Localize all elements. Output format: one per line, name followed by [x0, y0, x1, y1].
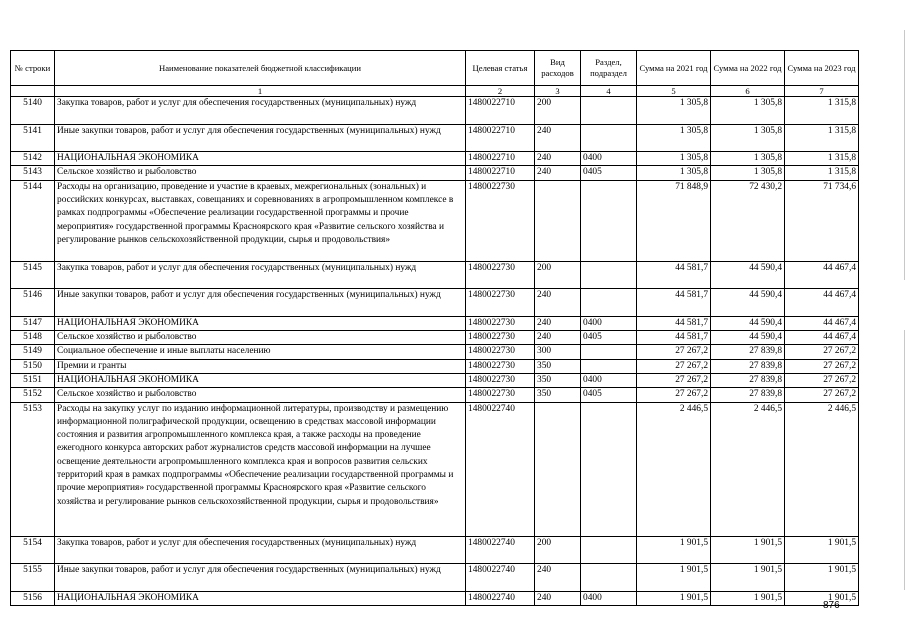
table-row [11, 166, 859, 180]
table-row [11, 373, 859, 387]
row-number: 5155 [11, 564, 55, 592]
row-sum-2022: 1 901,5 [711, 591, 785, 605]
row-sum-2021: 1 305,8 [637, 166, 711, 180]
table-row [11, 359, 859, 373]
row-section: 0400 [581, 373, 637, 387]
row-sum-2023: 27 267,2 [785, 359, 859, 373]
row-number: 5153 [11, 402, 55, 536]
row-sum-2021: 71 848,9 [637, 180, 711, 261]
row-sum-2023: 1 315,8 [785, 152, 859, 166]
row-target-code: 1480022740 [466, 402, 535, 536]
row-target-code: 1480022730 [466, 359, 535, 373]
row-sum-2022: 1 305,8 [711, 124, 785, 152]
row-name: НАЦИОНАЛЬНАЯ ЭКОНОМИКА [55, 316, 466, 330]
row-target-code: 1480022710 [466, 97, 535, 125]
row-section: 0400 [581, 316, 637, 330]
row-sum-2022: 44 590,4 [711, 331, 785, 345]
row-expense-type: 200 [535, 536, 581, 564]
row-sum-2021: 44 581,7 [637, 316, 711, 330]
row-name: Закупка товаров, работ и услуг для обеспечения государственных (муниципальных) нужд [55, 97, 466, 125]
row-name: Иные закупки товаров, работ и услуг для обеспечения государственных (муниципальных) нужд [55, 289, 466, 317]
column-number: 6 [711, 86, 785, 97]
row-number: 5154 [11, 536, 55, 564]
header-sum-2021: Сумма на 2021 год [637, 51, 711, 86]
row-target-code: 1480022730 [466, 289, 535, 317]
row-sum-2021: 44 581,7 [637, 331, 711, 345]
row-sum-2021: 2 446,5 [637, 402, 711, 536]
row-expense-type: 240 [535, 316, 581, 330]
row-expense-type: 240 [535, 166, 581, 180]
row-sum-2023: 71 734,6 [785, 180, 859, 261]
row-sum-2023: 27 267,2 [785, 345, 859, 359]
row-sum-2023: 44 467,4 [785, 331, 859, 345]
row-name: Расходы на закупку услуг по изданию информационной литературы, производству и размещению информационной полиграфической продукции, освещению в средствах массовой информации состояния и развития агропромышленного комплекса края, а также расходы на проведение ежегодного конкурса авторских работ журналистов средств массовой информации на лучшее освещение деятельности агропромышленного комплекса края и вопросов развития сельских территорий края в рамках подпрограммы «Обеспечение реализации государственной программы и прочие мероприятия» государственной программы Красноярского края «Развитие сельского хозяйства и регулирование рынков сельскохозяйственной продукции, сырья и продовольствия» [55, 402, 466, 536]
table-row [11, 331, 859, 345]
row-expense-type: 200 [535, 261, 581, 289]
row-name: Расходы на организацию, проведение и участие в краевых, межрегиональных (зональных) и российских конкурсах, выставках, совещаниях и соревнованиях в агропромышленном комплексе в рамках подпрограммы «Обеспечение реализации государственной программы и прочие мероприятия» государственной программы Красноярского края «Развитие сельского хозяйства и регулирование рынков сельскохозяйственной продукции, сырья и продовольствия» [55, 180, 466, 261]
header-section: Раздел, подраздел [581, 51, 637, 86]
header-name: Наименование показателей бюджетной классификации [55, 51, 466, 86]
row-number: 5145 [11, 261, 55, 289]
row-section: 0405 [581, 388, 637, 402]
row-sum-2022: 2 446,5 [711, 402, 785, 536]
row-sum-2021: 1 305,8 [637, 97, 711, 125]
header-type: Вид расходов [535, 51, 581, 86]
row-expense-type: 240 [535, 564, 581, 592]
row-sum-2023: 1 315,8 [785, 97, 859, 125]
row-sum-2022: 1 901,5 [711, 536, 785, 564]
table-row [11, 261, 859, 289]
column-number-row [11, 86, 859, 97]
column-number: 4 [581, 86, 637, 97]
table-row [11, 388, 859, 402]
row-number: 5140 [11, 97, 55, 125]
row-sum-2021: 1 901,5 [637, 536, 711, 564]
row-sum-2023: 1 315,8 [785, 166, 859, 180]
table-row [11, 97, 859, 125]
row-sum-2023: 1 901,5 [785, 591, 859, 605]
table-row [11, 402, 859, 536]
row-section [581, 261, 637, 289]
row-section: 0405 [581, 331, 637, 345]
row-target-code: 1480022730 [466, 388, 535, 402]
row-number: 5148 [11, 331, 55, 345]
row-sum-2023: 27 267,2 [785, 388, 859, 402]
row-section [581, 359, 637, 373]
row-name: Сельское хозяйство и рыболовство [55, 331, 466, 345]
row-name: Закупка товаров, работ и услуг для обеспечения государственных (муниципальных) нужд [55, 261, 466, 289]
row-sum-2021: 27 267,2 [637, 388, 711, 402]
column-number: 2 [466, 86, 535, 97]
row-number: 5142 [11, 152, 55, 166]
row-section [581, 564, 637, 592]
row-expense-type: 350 [535, 359, 581, 373]
row-number: 5143 [11, 166, 55, 180]
header-row [11, 51, 859, 86]
row-sum-2023: 1 901,5 [785, 536, 859, 564]
row-expense-type: 240 [535, 152, 581, 166]
row-sum-2023: 1 901,5 [785, 564, 859, 592]
table-row [11, 564, 859, 592]
row-target-code: 1480022710 [466, 124, 535, 152]
row-section [581, 97, 637, 125]
row-target-code: 1480022730 [466, 331, 535, 345]
column-number: 5 [637, 86, 711, 97]
table-row [11, 124, 859, 152]
row-name: Социальное обеспечение и иные выплаты населению [55, 345, 466, 359]
row-number: 5146 [11, 289, 55, 317]
row-target-code: 1480022730 [466, 180, 535, 261]
row-number: 5151 [11, 373, 55, 387]
row-target-code: 1480022730 [466, 373, 535, 387]
row-sum-2022: 44 590,4 [711, 261, 785, 289]
row-sum-2021: 1 901,5 [637, 591, 711, 605]
row-number: 5156 [11, 591, 55, 605]
row-number: 5147 [11, 316, 55, 330]
column-number: 1 [55, 86, 466, 97]
row-section [581, 124, 637, 152]
row-sum-2022: 44 590,4 [711, 316, 785, 330]
column-number: 7 [785, 86, 859, 97]
row-target-code: 1480022730 [466, 345, 535, 359]
row-sum-2021: 1 305,8 [637, 124, 711, 152]
row-expense-type: 240 [535, 289, 581, 317]
row-section: 0400 [581, 152, 637, 166]
row-expense-type: 300 [535, 345, 581, 359]
page-number: 876 [823, 600, 840, 611]
row-number: 5152 [11, 388, 55, 402]
row-sum-2022: 1 305,8 [711, 152, 785, 166]
row-section [581, 180, 637, 261]
row-target-code: 1480022740 [466, 536, 535, 564]
row-sum-2023: 2 446,5 [785, 402, 859, 536]
row-sum-2021: 44 581,7 [637, 261, 711, 289]
row-sum-2022: 1 901,5 [711, 564, 785, 592]
row-section: 0400 [581, 591, 637, 605]
row-section [581, 402, 637, 536]
row-name: Иные закупки товаров, работ и услуг для обеспечения государственных (муниципальных) нужд [55, 564, 466, 592]
row-name: Иные закупки товаров, работ и услуг для обеспечения государственных (муниципальных) нужд [55, 124, 466, 152]
column-number: 3 [535, 86, 581, 97]
table-row [11, 152, 859, 166]
row-number: 5149 [11, 345, 55, 359]
row-sum-2023: 44 467,4 [785, 261, 859, 289]
row-sum-2022: 27 839,8 [711, 373, 785, 387]
row-section: 0405 [581, 166, 637, 180]
row-sum-2022: 27 839,8 [711, 388, 785, 402]
row-name: Закупка товаров, работ и услуг для обеспечения государственных (муниципальных) нужд [55, 536, 466, 564]
header-sum-2022: Сумма на 2022 год [711, 51, 785, 86]
row-sum-2021: 1 901,5 [637, 564, 711, 592]
row-sum-2021: 27 267,2 [637, 359, 711, 373]
row-number: 5141 [11, 124, 55, 152]
row-sum-2023: 1 315,8 [785, 124, 859, 152]
row-expense-type: 350 [535, 373, 581, 387]
row-name: Премии и гранты [55, 359, 466, 373]
table-body [11, 97, 859, 606]
table-row [11, 536, 859, 564]
row-target-code: 1480022740 [466, 591, 535, 605]
column-number [11, 86, 55, 97]
row-sum-2023: 44 467,4 [785, 289, 859, 317]
row-target-code: 1480022730 [466, 261, 535, 289]
header-target: Целевая статья [466, 51, 535, 86]
row-target-code: 1480022730 [466, 316, 535, 330]
row-sum-2022: 27 839,8 [711, 359, 785, 373]
row-sum-2022: 27 839,8 [711, 345, 785, 359]
row-sum-2023: 27 267,2 [785, 373, 859, 387]
row-sum-2021: 1 305,8 [637, 152, 711, 166]
table-row [11, 180, 859, 261]
row-section [581, 345, 637, 359]
table-row [11, 591, 859, 605]
row-number: 5144 [11, 180, 55, 261]
row-sum-2021: 27 267,2 [637, 345, 711, 359]
table-row [11, 289, 859, 317]
row-expense-type: 240 [535, 124, 581, 152]
row-expense-type: 240 [535, 331, 581, 345]
row-target-code: 1480022740 [466, 564, 535, 592]
row-sum-2022: 1 305,8 [711, 166, 785, 180]
header-sum-2023: Сумма на 2023 год [785, 51, 859, 86]
row-name: НАЦИОНАЛЬНАЯ ЭКОНОМИКА [55, 152, 466, 166]
budget-table [10, 50, 859, 606]
row-sum-2021: 27 267,2 [637, 373, 711, 387]
row-name: НАЦИОНАЛЬНАЯ ЭКОНОМИКА [55, 591, 466, 605]
row-expense-type: 200 [535, 97, 581, 125]
row-name: Сельское хозяйство и рыболовство [55, 166, 466, 180]
row-target-code: 1480022710 [466, 166, 535, 180]
row-section [581, 289, 637, 317]
row-sum-2022: 44 590,4 [711, 289, 785, 317]
row-section [581, 536, 637, 564]
row-expense-type [535, 180, 581, 261]
header-row-no: № строки [11, 51, 55, 86]
row-sum-2022: 72 430,2 [711, 180, 785, 261]
row-expense-type: 350 [535, 388, 581, 402]
row-name: НАЦИОНАЛЬНАЯ ЭКОНОМИКА [55, 373, 466, 387]
row-sum-2022: 1 305,8 [711, 97, 785, 125]
row-name: Сельское хозяйство и рыболовство [55, 388, 466, 402]
row-number: 5150 [11, 359, 55, 373]
row-expense-type: 240 [535, 591, 581, 605]
row-target-code: 1480022710 [466, 152, 535, 166]
table-row [11, 345, 859, 359]
row-sum-2021: 44 581,7 [637, 289, 711, 317]
table-row [11, 316, 859, 330]
row-expense-type [535, 402, 581, 536]
row-sum-2023: 44 467,4 [785, 316, 859, 330]
